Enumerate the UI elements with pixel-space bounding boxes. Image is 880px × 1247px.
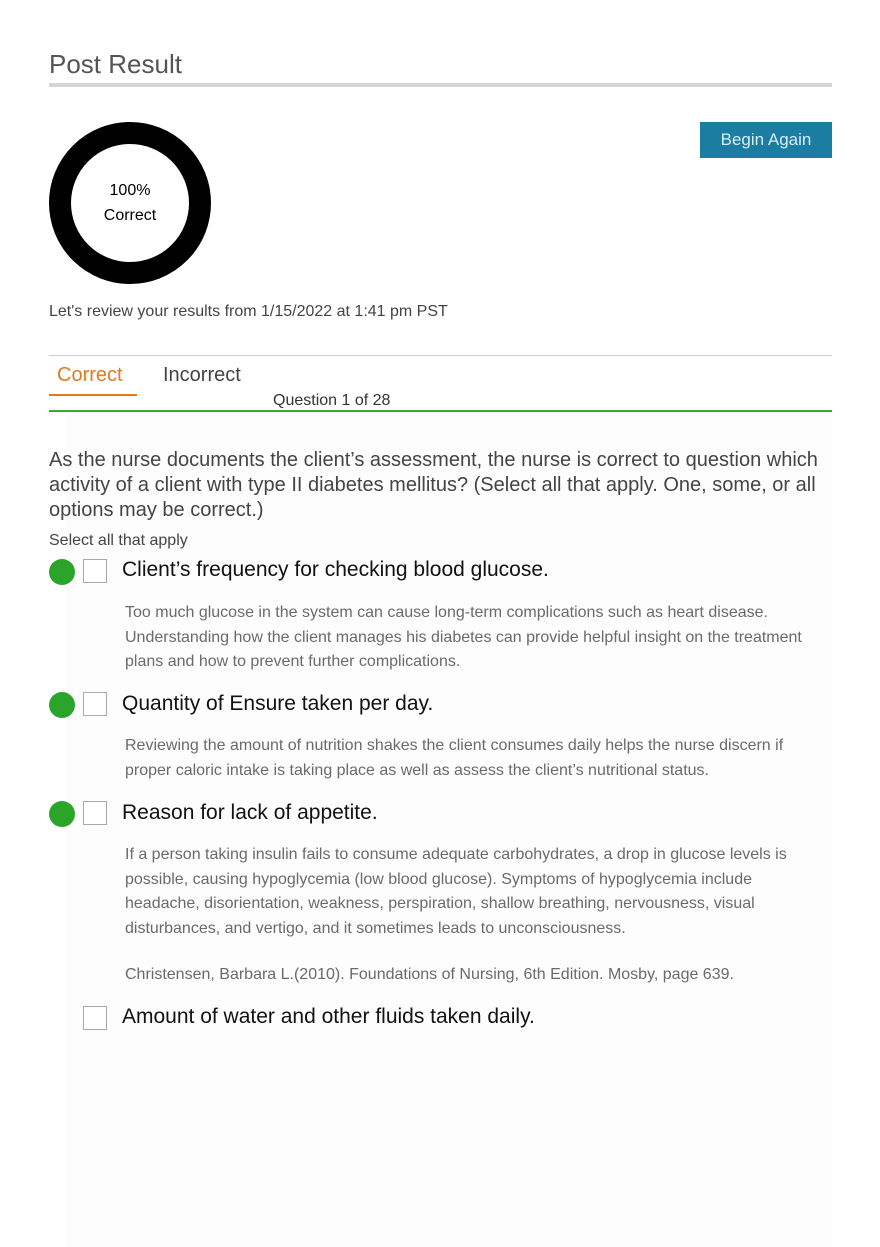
option-checkbox-1[interactable] <box>83 559 107 583</box>
option-label-4: Amount of water and other fluids taken daily. <box>122 1005 535 1028</box>
review-summary: Let's review your results from 1/15/2022 at 1:41 pm PST <box>49 303 448 320</box>
option-checkbox-2[interactable] <box>83 692 107 716</box>
page-title: Post Result <box>49 49 182 79</box>
score-percent: 100% <box>109 182 151 199</box>
score-label <box>49 178 211 228</box>
option-checkbox-3[interactable] <box>83 801 107 825</box>
option-label-1: Client’s frequency for checking blood glucose. <box>122 558 549 581</box>
option-label-2: Quantity of Ensure taken per day. <box>122 692 434 715</box>
correct-indicator-dot <box>49 559 75 585</box>
tabs-divider <box>49 355 832 356</box>
correct-indicator-dot <box>49 692 75 718</box>
option-reference-3: Christensen, Barbara L.(2010). Foundations of Nursing, 6th Edition. Mosby, page 639. <box>125 966 734 983</box>
active-tab-indicator <box>49 394 137 396</box>
correct-indicator-dot <box>49 801 75 827</box>
title-divider <box>49 83 832 87</box>
option-rationale-1: Too much glucose in the system can cause long-term complications such as heart disease. Understanding how the client manages his diabetes can provide helpful insight on the treatment plans and how to prevent further complications. <box>125 604 802 670</box>
option-label-3: Reason for lack of appetite. <box>122 801 378 824</box>
question-counter: Question 1 of 28 <box>273 392 391 409</box>
tab-correct[interactable]: Correct <box>57 364 123 386</box>
score-status: Correct <box>103 207 157 224</box>
option-checkbox-4[interactable] <box>83 1006 107 1030</box>
tab-incorrect[interactable]: Incorrect <box>163 364 241 386</box>
question-text: As the nurse documents the client’s assessment, the nurse is correct to question which activity of a client with type II diabetes mellitus? (Select all that apply. One, some, or all options may be correct.) <box>49 449 818 521</box>
begin-again-button[interactable]: Begin Again <box>700 122 832 158</box>
option-rationale-3: If a person taking insulin fails to consume adequate carbohydrates, a drop in glucose levels is possible, causing hypoglycemia (low blood glucose). Symptoms of hypoglycemia include headache, disorientation, weakness, perspiration, shallow breathing, nervousness, visual disturbances, and vertigo, and it sometimes leads to unconsciousness. <box>125 846 787 937</box>
select-all-instruction: Select all that apply <box>49 532 188 549</box>
option-rationale-2: Reviewing the amount of nutrition shakes the client consumes daily helps the nurse discern if proper caloric intake is taking place as well as assess the client’s nutritional status. <box>125 737 784 779</box>
